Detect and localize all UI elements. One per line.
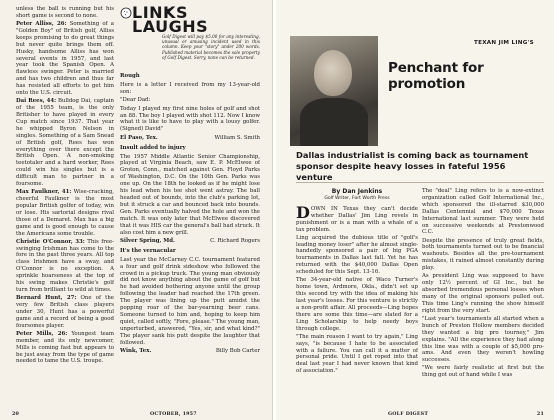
letter-signoff — [120, 238, 260, 245]
profile-text: Something of a "Golden Boy" of British golf, Alliss keeps promising to do great things but never quite brings them off. Husky, handsome Alliss has won several events in 1957, and last year took the Spanish Open. A flawless swinger. Peter is married and has two children and thus far has resisted all efforts to get him onto the U.S. circuit. — [16, 21, 114, 97]
letter-heading: Insult added to injury — [120, 144, 186, 151]
letter-paragraph: Today I played my first nine holes of golf and shot an 88. The boy I played with shot 112. Now I know what it is like to have to play with a lousy golfer. (Signed) David" — [120, 105, 260, 133]
letter-paragraph: Last year the McCarney C.C. tournament featured a four and golf drink sideshow who followed the crowd in a pickup truck. The young man obviously did not know anything about the game of golf but he had avoided bothering anyone until the group following the leader had reached the 17th green. The player was lining up the putt amidst the popping roar of the bar-yearning beer cans. Someone turned to him and, hoping to keep him quiet, called softly, "Fore, please." The young man, unperturbed, answered, "Yes, sir, and what kind?" The player sank his putt despite the laughter that followed. — [120, 256, 260, 346]
links-laughs-caption: Golf Digest will pay $5.00 for any interesting, unusual or amusing incident used in this column. Keep your "story" under 200 words. Published material becomes the sole property of Golf Digest. Sorry, none can be returned. — [162, 34, 260, 60]
article-paragraph: DOWN IN Texas they can't decide whether Dallas' Jim Ling revels in punishment or is a man with a whale of a tax problem. — [296, 202, 418, 233]
letter-sender: William S. Smith — [214, 134, 260, 141]
divider — [296, 182, 544, 183]
page-number-right: 21 — [536, 411, 544, 417]
left-page — [0, 0, 273, 420]
column-player-profiles — [16, 6, 114, 404]
profile-paragraph — [16, 189, 114, 237]
profile-name: Christie O'Connor, 33: — [16, 238, 85, 245]
profile-text: unless the ball is running but his short game is second to none. — [16, 6, 114, 19]
article-subhead: Dallas industrialist is coming back as tournament sponsor despite heavy losses in fateful 1956 venture — [296, 150, 529, 182]
magazine-name: GOLF DIGEST — [388, 411, 429, 417]
article-paragraph: Despite the presence of truly great fields, both tournaments turned out to be financial washouts. Besides all the pre-tournament mistakes, it rained almost constantly during play. — [422, 237, 544, 272]
article-headline: Penchant for promotion — [388, 60, 484, 92]
links-logo-text: LINKS — [132, 6, 188, 22]
letter-paragraph: Here is a letter I received from my 13-year-old son: — [120, 81, 260, 95]
article-paragraph: As president Ling was supposed to have only 12½ percent of GI Inc., but he absorbed tremendous personal losses when many of the original sponsors pulled out. This time Ling's running the show himself right from the very start. — [422, 273, 544, 314]
letter-place: El Paso, Tex. — [120, 134, 158, 141]
article-column-2 — [422, 188, 544, 406]
column-links-laughs — [120, 6, 260, 404]
profile-paragraph — [16, 331, 114, 366]
profile-paragraph — [16, 295, 114, 330]
portrait-photo — [290, 36, 378, 146]
letter-heading: Rough — [120, 73, 140, 79]
letter-item — [120, 248, 260, 355]
page-number-left: 20 — [12, 411, 20, 417]
letter-signoff — [120, 135, 260, 142]
profile-paragraph — [16, 239, 114, 294]
profile-name: Peter Alliss, 26: — [16, 21, 67, 27]
article-paragraph: "The main reason I want to try again," Ling says, "is because I hate to be associated with a failure. You can call it a matter of personal pride. Until I get roped into that deal last year I had never known that kind of association." — [296, 333, 418, 375]
letter-paragraph: The 1957 Middle Atlantic Senior Championship, played at Virginia Beach, saw E. P. McElwee of Groton, Conn., matched against Gen. Floyd Parks of Washington, D.C. On the 10th Gen. Parks was one up. On the 18th he looked as if he might lose his lead when his tee shot went astray. The ball headed out of bounds, into the club's parking lot, but it struck a car and bounced back into bounds. Gen. Parks eventually halved the hole and won the match. It was only later that McElwee discovered that it was HIS car the general's ball had struck. It also cost him a new grill. — [120, 153, 260, 236]
profile-name: Peter Mills, 26: — [16, 330, 68, 337]
profile-text: Bulldog Dai, captain of the 1955 team, is the only Britisher to have played in every Cup match since 1937. That year he whipped Byron Nelson in singles. Something of a Sam Snead of British golf, Rees has won everything over there except the British Open. A non-smoking teetotaler and a hard worker, Rees could win his singles but is a difficult man to partner in a foursome. — [16, 98, 114, 188]
profile-text: One of the very few British class players under 30, Hunt has a powerful game and a record of being a good foursomes player. — [16, 295, 114, 329]
byline: By Dan Jenkins — [331, 188, 383, 195]
profile-name: Max Faulkner, 41: — [16, 189, 72, 196]
article-paragraph: "Last year's tournaments all started when a bunch of Preston Hollow members decided they wanted a big pro tourney," Jim explains. "All the experience they had along this line was with a couple of $5,000 pro-ams. And even they weren't howling successes. — [422, 315, 544, 364]
letter-item — [120, 145, 260, 245]
right-page — [276, 0, 554, 420]
profile-paragraph — [16, 6, 114, 20]
letter-sender: C. Richard Rogers — [210, 237, 260, 244]
letter-heading: It's the vernacular — [120, 247, 176, 254]
profile-paragraph — [16, 21, 114, 97]
article-paragraph: "We were fairly realistic at first but the thing got out of hand while I was — [422, 365, 544, 379]
letter-place: Wink, Tex. — [120, 348, 152, 355]
profile-name: Dai Rees, 44: — [16, 98, 57, 105]
article-paragraph: The 34-year-old native of Waco Turner's home town, Ardmore, Okla., didn't set up this second try with the idea of making his last year's losses. For this venture is strictly a non-profit affair. All proceeds—Ling hopes there are some this time—are slated for a Ling Scholarship to help needy boys through college. — [296, 277, 418, 332]
issue-date: OCTOBER, 1957 — [150, 411, 197, 417]
letter-place: Silver Spring, Md. — [120, 237, 175, 244]
profile-name: Bernard Hunt, 27: — [16, 295, 77, 302]
byline-title: Golf Writer, Fort Worth Press — [324, 195, 390, 201]
profile-paragraph — [16, 98, 114, 188]
profile-text: Wise-cracking, cheerful Faulkner is the most popular British golfer of today, win or lose. His sartorial designs rival those of a Demaret. Max has a big game and is good enough to cause the Americans some trouble. — [16, 189, 114, 237]
profile-text: Youngest team member, and its only newcomer, Mills is coming fast but appears to be just away from the type of game needed to tame the U.S. troupe. — [16, 330, 114, 365]
letter-item — [120, 73, 260, 142]
links-laughs-header — [120, 6, 260, 69]
letter-sender: Billy Bob Carter — [215, 348, 260, 355]
article-kicker: TEXAN JIM LING'S — [473, 40, 534, 46]
article-column-1 — [296, 188, 418, 406]
letter-signoff — [120, 348, 260, 355]
article-paragraph: Ling acquired the dubious title of "golf's leading money loser" after he almost single-handedly sponsored a pair of big PGA tournaments in Dallas last fall. Yet he has returned with the $40,000 Dallas Open scheduled for this Sept. 13-16. — [296, 234, 418, 276]
profile-text: This free-swinging Irishman has come to the fore in the past three years. All top class Irishmen have a sway, and O'Connor is no exception. A sprinkle hoarseness at the top of his swing makes Christie's golf turn from brilliant to wild at times. — [16, 238, 114, 293]
letters-list — [120, 73, 260, 355]
article-paragraph: The "deal" Ling refers to is a now-extinct organization called Golf International Inc., which sponsored the ill-starred $30,000 Dallas Centennial and $70,000 Texas International last summer. They were held on successive weekends at Prestonwood C.C. — [422, 188, 544, 236]
laughs-logo-text: LAUGHS — [132, 17, 209, 36]
letter-paragraph: "Dear Dad: — [120, 97, 151, 104]
